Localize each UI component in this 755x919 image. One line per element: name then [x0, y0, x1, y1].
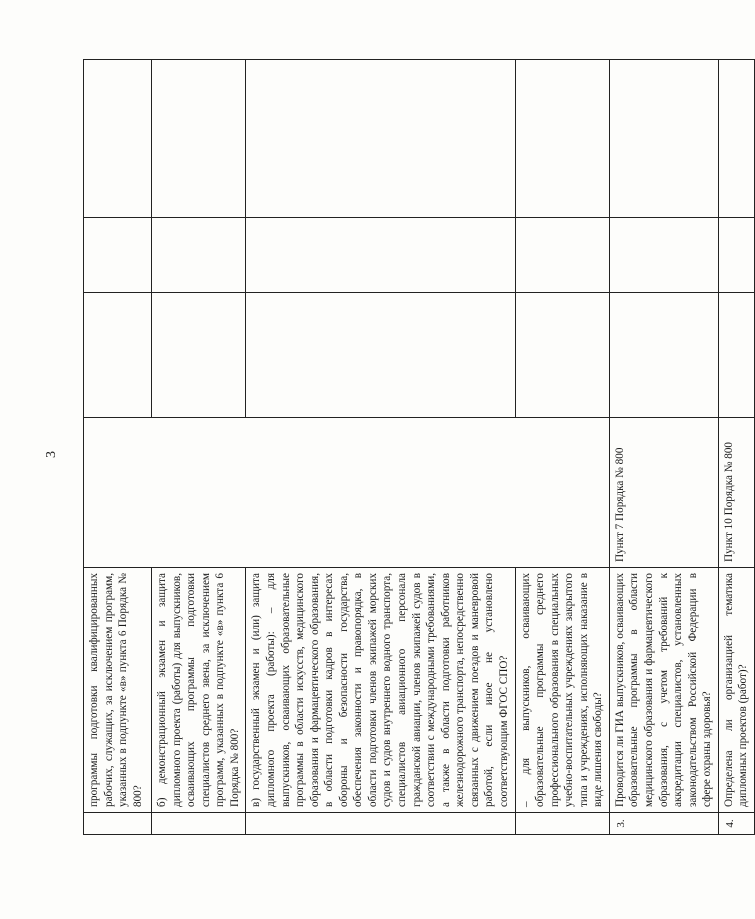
notes-cell[interactable]: [609, 60, 718, 218]
answer-yes-cell[interactable]: [246, 293, 515, 418]
row-number: [515, 813, 609, 835]
checklist-sheet: [83, 60, 750, 835]
notes-cell[interactable]: [246, 60, 515, 218]
question-text: в) государственный экзамен и (или) защита дипломного проекта (работы): – для выпускников, осваивающих образовательные программы в области искусств, медицинского образования и фармацевтического образования, в области подготовки кадров в интересах обороны и безопасности государства, обеспечения законности и правопорядка, в области подготовки членов экипажей морских судов и судов внутреннего водного транспорта, специалистов авиационного персонала гражданской авиации, членов экипажей судов в соответствии с международными требованиями, а также в области подготовки работников железнодорожного транспорта, непосредственно связанных с движением поездов и маневровой работой, если иное не установлено соответствующим ФГОС СПО?: [246, 568, 515, 813]
checklist-table: [83, 59, 755, 835]
legal-reference: [84, 418, 610, 568]
row-number: 4.: [718, 813, 754, 835]
answer-no-cell[interactable]: [515, 218, 609, 293]
legal-reference: Пункт 7 Порядка № 800: [609, 418, 718, 568]
row-number: 3.: [609, 813, 718, 835]
row-number: [84, 813, 152, 835]
question-text: программы подготовки квалифицированных рабочих, служащих, за исключением программ, указанных в подпункте «в» пункта 6 Порядка № 800?: [84, 568, 152, 813]
row-number: [246, 813, 515, 835]
question-text: – для выпускников, осваивающих образовательные программы среднего профессионального образования в специальных учебно-воспитательных учреждениях закрытого типа и учреждениях, исполняющих наказание в виде лишения свободы?: [515, 568, 609, 813]
notes-cell[interactable]: [515, 60, 609, 218]
question-text: Определена ли организацией тематика дипломных проектов (работ)?: [718, 568, 754, 813]
notes-cell[interactable]: [718, 60, 754, 218]
answer-no-cell[interactable]: [246, 218, 515, 293]
page-number: 3: [44, 451, 59, 458]
notes-cell[interactable]: [84, 60, 152, 218]
row-number: [152, 813, 246, 835]
answer-no-cell[interactable]: [718, 218, 754, 293]
table-row: [84, 60, 152, 835]
answer-no-cell[interactable]: [84, 218, 152, 293]
question-text: Проводится ли ГИА выпускников, осваивающих образовательные программы в области медицинского образования и фармацевтического образования, с учетом требований к аккредитации специалистов, установленных законодательством Российской Федерации в сфере охраны здоровья?: [609, 568, 718, 813]
answer-yes-cell[interactable]: [718, 293, 754, 418]
table-row: [718, 60, 754, 835]
legal-reference: Пункт 10 Порядка № 800: [718, 418, 754, 568]
table-row: [609, 60, 718, 835]
answer-yes-cell[interactable]: [609, 293, 718, 418]
notes-cell[interactable]: [152, 60, 246, 218]
answer-yes-cell[interactable]: [152, 293, 246, 418]
question-text: б) демонстрационный экзамен и защита дипломного проекта (работы) для выпускников, осваивающих программы подготовки специалистов среднего звена, за исключением программ, указанных в подпункте «в» пункта 6 Порядка № 800?: [152, 568, 246, 813]
answer-no-cell[interactable]: [609, 218, 718, 293]
answer-yes-cell[interactable]: [515, 293, 609, 418]
answer-no-cell[interactable]: [152, 218, 246, 293]
answer-yes-cell[interactable]: [84, 293, 152, 418]
